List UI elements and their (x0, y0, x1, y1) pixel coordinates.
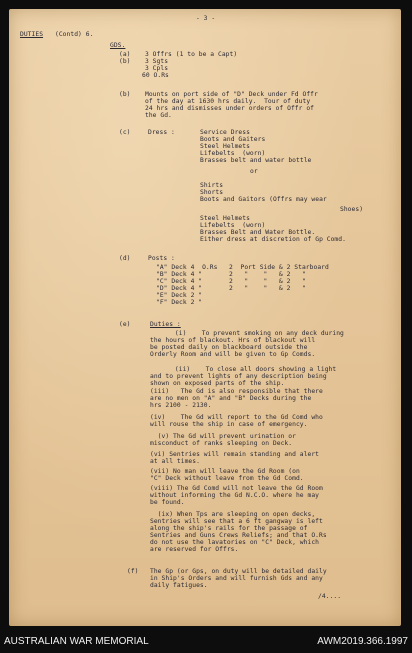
duty-9-line-2: Sentries will see that a 6 ft gangway is left (150, 518, 323, 525)
dress-line-12: Either dress at discretion of Gp Comd. (200, 236, 346, 243)
duty-8-line-2: without informing the Gd N.C.O. where he may (150, 492, 320, 499)
dress-line-5: Brasses belt and water bottle (200, 157, 312, 164)
duty-2-line-3: shown on exposed parts of the ship. (150, 380, 285, 387)
duty-3-line-3: hrs 2100 - 2130. (150, 402, 212, 409)
duty-7-line-2: "C" Deck without leave from the Gd Comd. (150, 475, 304, 482)
footer-accession-number: AWM2019.366.1997 (317, 636, 408, 647)
b-line-2: 3 Cpls (145, 65, 169, 72)
footer-institution: AUSTRALIAN WAR MEMORIAL (4, 636, 149, 647)
dress-line-3: Steel Helmets (200, 143, 250, 150)
page-number: - 3 - (196, 15, 216, 22)
b2-line-2: of the day at 1630 hrs daily. Tour of duty (145, 98, 311, 105)
dress-line-11: Brasses Belt and Water Bottle. (200, 229, 316, 236)
duty-1-line-4: Orderly Room and will be given to Gp Comds. (150, 351, 316, 358)
duty-3-line-2: are no men on "A" and "B" Decks during the (150, 395, 312, 402)
duty-6-line-2: at all times. (150, 458, 200, 465)
dress-or: or (250, 168, 258, 175)
dress-line-1: Service Dress (200, 129, 250, 136)
f-line-3: daily fatigues. (150, 582, 208, 589)
label-e: (e) (119, 321, 131, 328)
duty-9-line-5: do not use the lavatories on "C" Deck, which (150, 539, 320, 546)
duty-4-line-1: (iv) The Gd will report to the Gd Comd who (150, 414, 323, 421)
posts-row-1: "A" Deck 4 O.Rs 2 Port Side & 2 Starboard (156, 264, 329, 271)
posts-label: Posts : (148, 255, 175, 262)
dress-line-8: Boots and Gaitors (Offrs may wear (200, 196, 327, 203)
posts-row-6: "F" Deck 2 " (156, 299, 203, 306)
duty-7-line-1: (vii) No man will leave the Gd Room (on (150, 468, 300, 475)
duty-9-line-1: (ix) When Tps are sleeping on open decks, (150, 511, 316, 518)
duty-2-line-1: (ii) To close all doors showing a light (148, 366, 337, 373)
label-f: (f) (127, 568, 139, 575)
duty-9-line-3: along the ship's rails for the passage of (150, 525, 308, 532)
label-d: (d) (119, 255, 131, 262)
label-b: (b) (119, 58, 131, 65)
footer-bar (0, 632, 412, 653)
label-c: (c) (119, 129, 131, 136)
dress-line-4: Lifebelts (worn) (200, 150, 266, 157)
duties-label: Duties : (150, 321, 181, 328)
f-line-2: in Ship's Orders and will furnish Gds and any (150, 575, 323, 582)
heading-title: DUTIES (20, 31, 44, 38)
posts-row-2: "B" Deck 4 " 2 " " & 2 " (156, 271, 306, 278)
dress-line-2: Boots and Gaiters (200, 136, 266, 143)
dress-line-10: Lifebelts (worn) (200, 222, 266, 229)
duty-8-line-3: be found. (150, 499, 185, 506)
label-b2: (b) (119, 91, 131, 98)
label-a: (a) (119, 51, 131, 58)
posts-row-5: "E" Deck 2 " (156, 292, 203, 299)
posts-row-3: "C" Deck 4 " 2 " " & 2 " (156, 278, 306, 285)
continuation-mark: /4.... (318, 593, 342, 600)
duty-6-line-1: (vi) Sentries will remain standing and alert (150, 451, 320, 458)
b-line-3: 60 O.Rs (142, 72, 169, 79)
duty-9-line-4: Sentries and Guns Crews Reliefs; and that O.Rs (150, 532, 327, 539)
duty-1-line-2: the hours of blackout. Hrs of blackout will (150, 337, 316, 344)
b-line-1: 3 Sgts (145, 58, 169, 65)
b2-line-1: Mounts on port side of "D" Deck under Fd Offr (145, 91, 318, 98)
posts-row-4: "D" Deck 4 " 2 " " & 2 " (156, 285, 306, 292)
dress-line-6: Shirts (200, 182, 224, 189)
dress-line-9: Steel Helmets (200, 215, 250, 222)
duty-5-line-1: (v) The Gd will prevent urination or (150, 433, 296, 440)
b2-line-3: 24 hrs and dismisses under orders of Offr of (145, 105, 315, 112)
duty-1-line-1: (i) To prevent smoking on any deck during (148, 330, 344, 337)
duty-1-line-3: be posted daily on blackboard outside the (150, 344, 308, 351)
dress-label: Dress : (148, 129, 175, 136)
duty-2-line-2: and to prevent lights of any description being (150, 373, 327, 380)
duty-5-line-2: misconduct of ranks sleeping on Deck. (150, 440, 293, 447)
duty-4-line-2: will rouse the ship in case of emergency. (150, 421, 308, 428)
b2-line-4: the Gd. (145, 112, 172, 119)
f-line-1: The Gp (or Gps, on duty will be detailed daily (150, 568, 327, 575)
duty-9-line-6: are reserved for Offrs. (150, 546, 239, 553)
duty-8-line-1: (viii) The Gd Comd will not leave the Gd Room (150, 485, 323, 492)
a-line: 3 Offrs (1 to be a Capt) (145, 51, 238, 58)
duty-3-line-1: (iii) The Gd is also responsible that there (150, 388, 323, 395)
section-gds: GDS. (110, 42, 126, 49)
heading-contd: (Contd) 6. (55, 31, 94, 38)
dress-shoes: Shoes) (340, 206, 364, 213)
dress-line-7: Shorts (200, 189, 224, 196)
